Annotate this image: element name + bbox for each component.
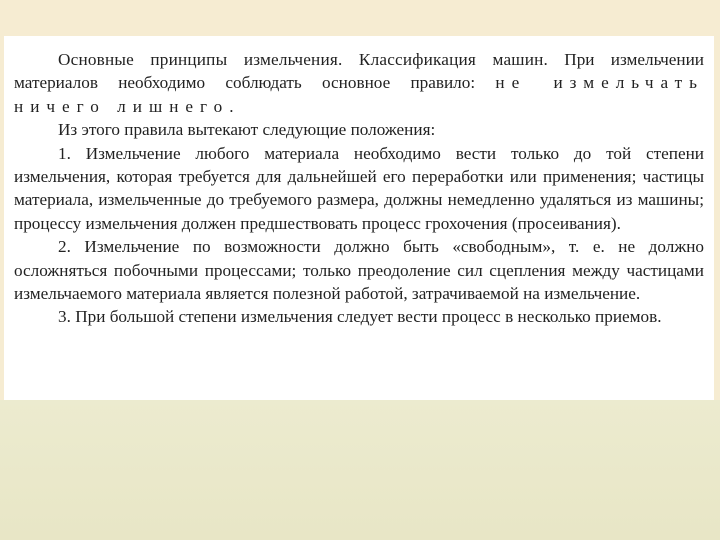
scanned-page xyxy=(4,36,714,400)
intro-text: При измельчении материалов необходимо соблюдать основное правило: xyxy=(14,50,704,93)
paragraph-item-2: 2. Измельчение по возможности должно быть «свободным», т. е. не должно осложняться побочными процессами; только преодоление сил сцепления между частицами измельчаемого материала является полезной работой, затрачиваемой на измельчение. xyxy=(14,237,704,304)
slide-background xyxy=(0,400,720,540)
paragraph-item-1: 1. Измельчение любого материала необходимо вести только до той степени измельчения, которая требуется для дальнейшей его переработки или применения; частицы материала, измельченные до требуемого размера, должны немедленно удаляться из машины; процессу измельчения должен предшествовать процесс грохочения (просеивания). xyxy=(14,143,704,233)
paragraph-intro: Из этого правила вытекают следующие положения: xyxy=(58,120,436,140)
emphasized-rule: не измельчать ничего лишнего. xyxy=(14,73,704,116)
paragraph-heading xyxy=(14,48,704,118)
section-heading: Основные принципы измельчения. Классификация машин. xyxy=(58,50,548,69)
page-text xyxy=(14,48,704,329)
paragraph-item-3: 3. При большой степени измельчения следует вести процесс в несколько приемов. xyxy=(58,307,662,327)
